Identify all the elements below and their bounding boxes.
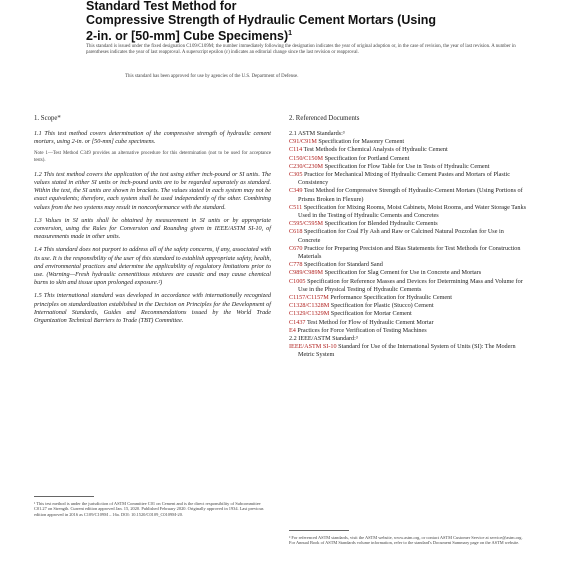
scope-paragraph-1-1: 1.1 This test method covers determination of the compressive strength of hydraulic cement mortars, using 2-in. or [50-mm] cube specimens. — [34, 130, 271, 146]
reference-code-link[interactable]: C778 — [289, 261, 303, 269]
reference-code-link[interactable]: C989/C989M — [289, 269, 324, 277]
designation-notice: This standard is issued under the fixed designation C109/C109M; the number immediately following the designation indicates the year of original adoption or, in the case of revision, the year of last revision. A number in parentheses indicates the year of last reapproval. A superscript epsilon (ε) indicates an editorial change since the last revision or reapproval. — [86, 44, 516, 55]
title-footnote-mark: 1 — [288, 30, 293, 37]
reference-code-link[interactable]: C91/C91M — [289, 138, 317, 146]
reference-title: Specification for Flow Table for Use in Tests of Hydraulic Cement — [323, 162, 490, 170]
reference-title: Specification for Masonry Cement — [316, 138, 405, 146]
reference-item — [289, 294, 526, 302]
reference-title: Specification for Mortar Cement — [329, 310, 412, 318]
scope-paragraph-1-3: 1.3 Values in SI units shall be obtained by measurement in SI units or by appropriate conversion, using the Rules for Conversion and Rounding given in IEEE/ASTM SI-10, of measurements made in other units. — [34, 216, 271, 241]
reference-code-link[interactable]: C1328/C1328M — [289, 302, 330, 310]
scope-column — [34, 115, 271, 330]
reference-item — [289, 343, 526, 359]
reference-code-link[interactable]: C1437 — [289, 318, 306, 326]
reference-title: Practices for Force Verification of Testing Machines — [295, 326, 427, 334]
reference-title: Standard for Use of the International System of Units (SI): The Modern Metric System — [298, 343, 516, 359]
reference-item — [289, 187, 526, 203]
reference-code-link[interactable]: C114 — [289, 146, 303, 154]
reference-title: Practice for Preparing Precision and Bias Statements for Test Methods for Construction Materials — [298, 244, 521, 261]
reference-item — [289, 269, 526, 277]
reference-item — [289, 245, 526, 261]
reference-code-link[interactable]: C349 — [289, 187, 303, 195]
reference-code-link[interactable]: C511 — [289, 203, 303, 211]
title-line-2: Compressive Strength of Hydraulic Cement Mortars (Using — [86, 12, 437, 27]
scope-paragraph-1-4: 1.4 This standard does not purport to address all of the safety concerns, if any, associated with its use. It is the responsibility of the user of this standard to establish appropriate safety, health, and environmental practices and determine the applicability of regulatory limitations prior to use. (Warning—Fresh hydraulic cementitious mixtures are caustic and may cause chemical burns to skin and tissue upon prolonged exposure.²) — [34, 246, 271, 287]
astm-standards-subheading: 2.1 ASTM Standards:³ — [289, 130, 345, 137]
reference-item — [289, 327, 526, 335]
reference-item — [289, 146, 526, 154]
reference-code-link[interactable]: E4 — [289, 326, 296, 334]
reference-title: Test Methods for Chemical Analysis of Hydraulic Cement — [302, 146, 448, 154]
reference-item — [289, 302, 526, 310]
reference-title: Performance Specification for Hydraulic Cement — [328, 294, 452, 302]
referenced-documents-heading: 2. Referenced Documents — [289, 115, 360, 122]
right-footnote: ³ For referenced ASTM standards, visit the ASTM website, www.astm.org, or contact ASTM Customer Service at service@astm.org. For Annual Book of ASTM Standards volume information, refer to the standard's Document Summary page on the ASTM website. — [289, 535, 523, 546]
reference-code-link[interactable]: C595/C595M — [289, 220, 324, 228]
reference-code-link[interactable]: IEEE/ASTM SI-10 — [289, 343, 337, 351]
reference-item — [289, 261, 526, 269]
reference-code-link[interactable]: C230/C230M — [289, 162, 324, 170]
reference-item — [289, 278, 526, 294]
scope-paragraph-1-2: 1.2 This test method covers the application of the test using either inch-pound or SI units. The values stated in either SI units or inch-pound units are to be regarded separately as standard. Within the text, the SI units are shown in brackets. The values stated in each system may not be exact equivalents; therefore, each system shall be used independently of the other. Combining values from the two systems may result in nonconformance with the standard. — [34, 170, 271, 211]
document-title — [86, 0, 526, 44]
reference-item — [289, 319, 526, 327]
title-line-1: Standard Test Method for — [86, 0, 237, 13]
title-line-3: 2-in. or [50-mm] Cube Specimens) — [86, 29, 289, 44]
reference-title: Test Method for Compressive Strength of Hydraulic-Cement Mortars (Using Portions of Prisms Broken in Flexure) — [298, 187, 523, 203]
reference-item — [289, 228, 526, 244]
dod-approval-notice: This standard has been approved for use by agencies of the U.S. Department of Defense. — [125, 74, 299, 79]
ieee-standards-list — [289, 343, 526, 359]
reference-item — [289, 171, 526, 187]
reference-code-link[interactable]: C1329/C1329M — [289, 310, 330, 318]
reference-code-link[interactable]: C305 — [289, 171, 303, 179]
reference-item — [289, 155, 526, 163]
ieee-standard-subheading: 2.2 IEEE/ASTM Standard:³ — [289, 335, 358, 343]
reference-code-link[interactable]: C150/C150M — [289, 154, 324, 162]
reference-title: Specification for Blended Hydraulic Cements — [323, 220, 438, 228]
reference-title: Specification for Coal Fly Ash and Raw or Calcined Natural Pozzolan for Use in Concrete — [298, 228, 504, 244]
reference-title: Specification for Slag Cement for Use in Concrete and Mortars — [323, 269, 482, 277]
astm-standards-list — [289, 138, 526, 335]
reference-code-link[interactable]: C1157/C1157M — [289, 294, 329, 302]
right-footnote-rule — [289, 530, 349, 531]
reference-title: Specification for Reference Masses and Devices for Determining Mass and Volume for Use in the Physical Testing of Hydraulic Cements — [298, 277, 523, 293]
referenced-documents-column — [289, 115, 526, 360]
reference-title: Test Method for Flow of Hydraulic Cement Mortar — [305, 318, 434, 326]
scope-note-1: Note 1—Test Method C349 provides an alternative procedure for this determination (not to be used for acceptance tests). — [34, 151, 271, 163]
left-footnote: ¹ This test method is under the jurisdiction of ASTM Committee C01 on Cement and is the direct responsibility of Subcommittee C01.27 on Strength. Current edition approved Jan. 15, 2020. Published February 2020. Originally approved in 1934. Last previous edition approved in 2016 as C109/C109M – 16a. DOI: 10.1520/C0109_C0109M-20. — [34, 501, 264, 517]
left-footnote-rule — [34, 496, 94, 497]
reference-title: Specification for Plastic (Stucco) Cement — [329, 302, 434, 310]
reference-item — [289, 138, 526, 146]
scope-paragraph-1-5: 1.5 This international standard was developed in accordance with internationally recognized principles on standardization established in the Decision on Principles for the Development of International Standards, Guides and Recommendations issued by the World Trade Organization Technical Barriers to Trade (TBT) Committee. — [34, 292, 271, 325]
reference-item — [289, 310, 526, 318]
reference-item — [289, 204, 526, 220]
scope-heading: 1. Scope* — [34, 115, 61, 122]
reference-code-link[interactable]: C670 — [289, 244, 303, 252]
reference-code-link[interactable]: C1005 — [289, 277, 306, 285]
reference-code-link[interactable]: C618 — [289, 228, 303, 236]
reference-item — [289, 220, 526, 228]
reference-title: Specification for Standard Sand — [302, 261, 383, 269]
reference-title: Practice for Mechanical Mixing of Hydraulic Cement Pastes and Mortars of Plastic Consistency — [298, 171, 510, 187]
reference-item — [289, 163, 526, 171]
reference-title: Specification for Mixing Rooms, Moist Cabinets, Moist Rooms, and Water Storage Tanks Used in the Testing of Hydraulic Cements and Concretes — [298, 203, 526, 220]
reference-title: Specification for Portland Cement — [323, 154, 410, 162]
